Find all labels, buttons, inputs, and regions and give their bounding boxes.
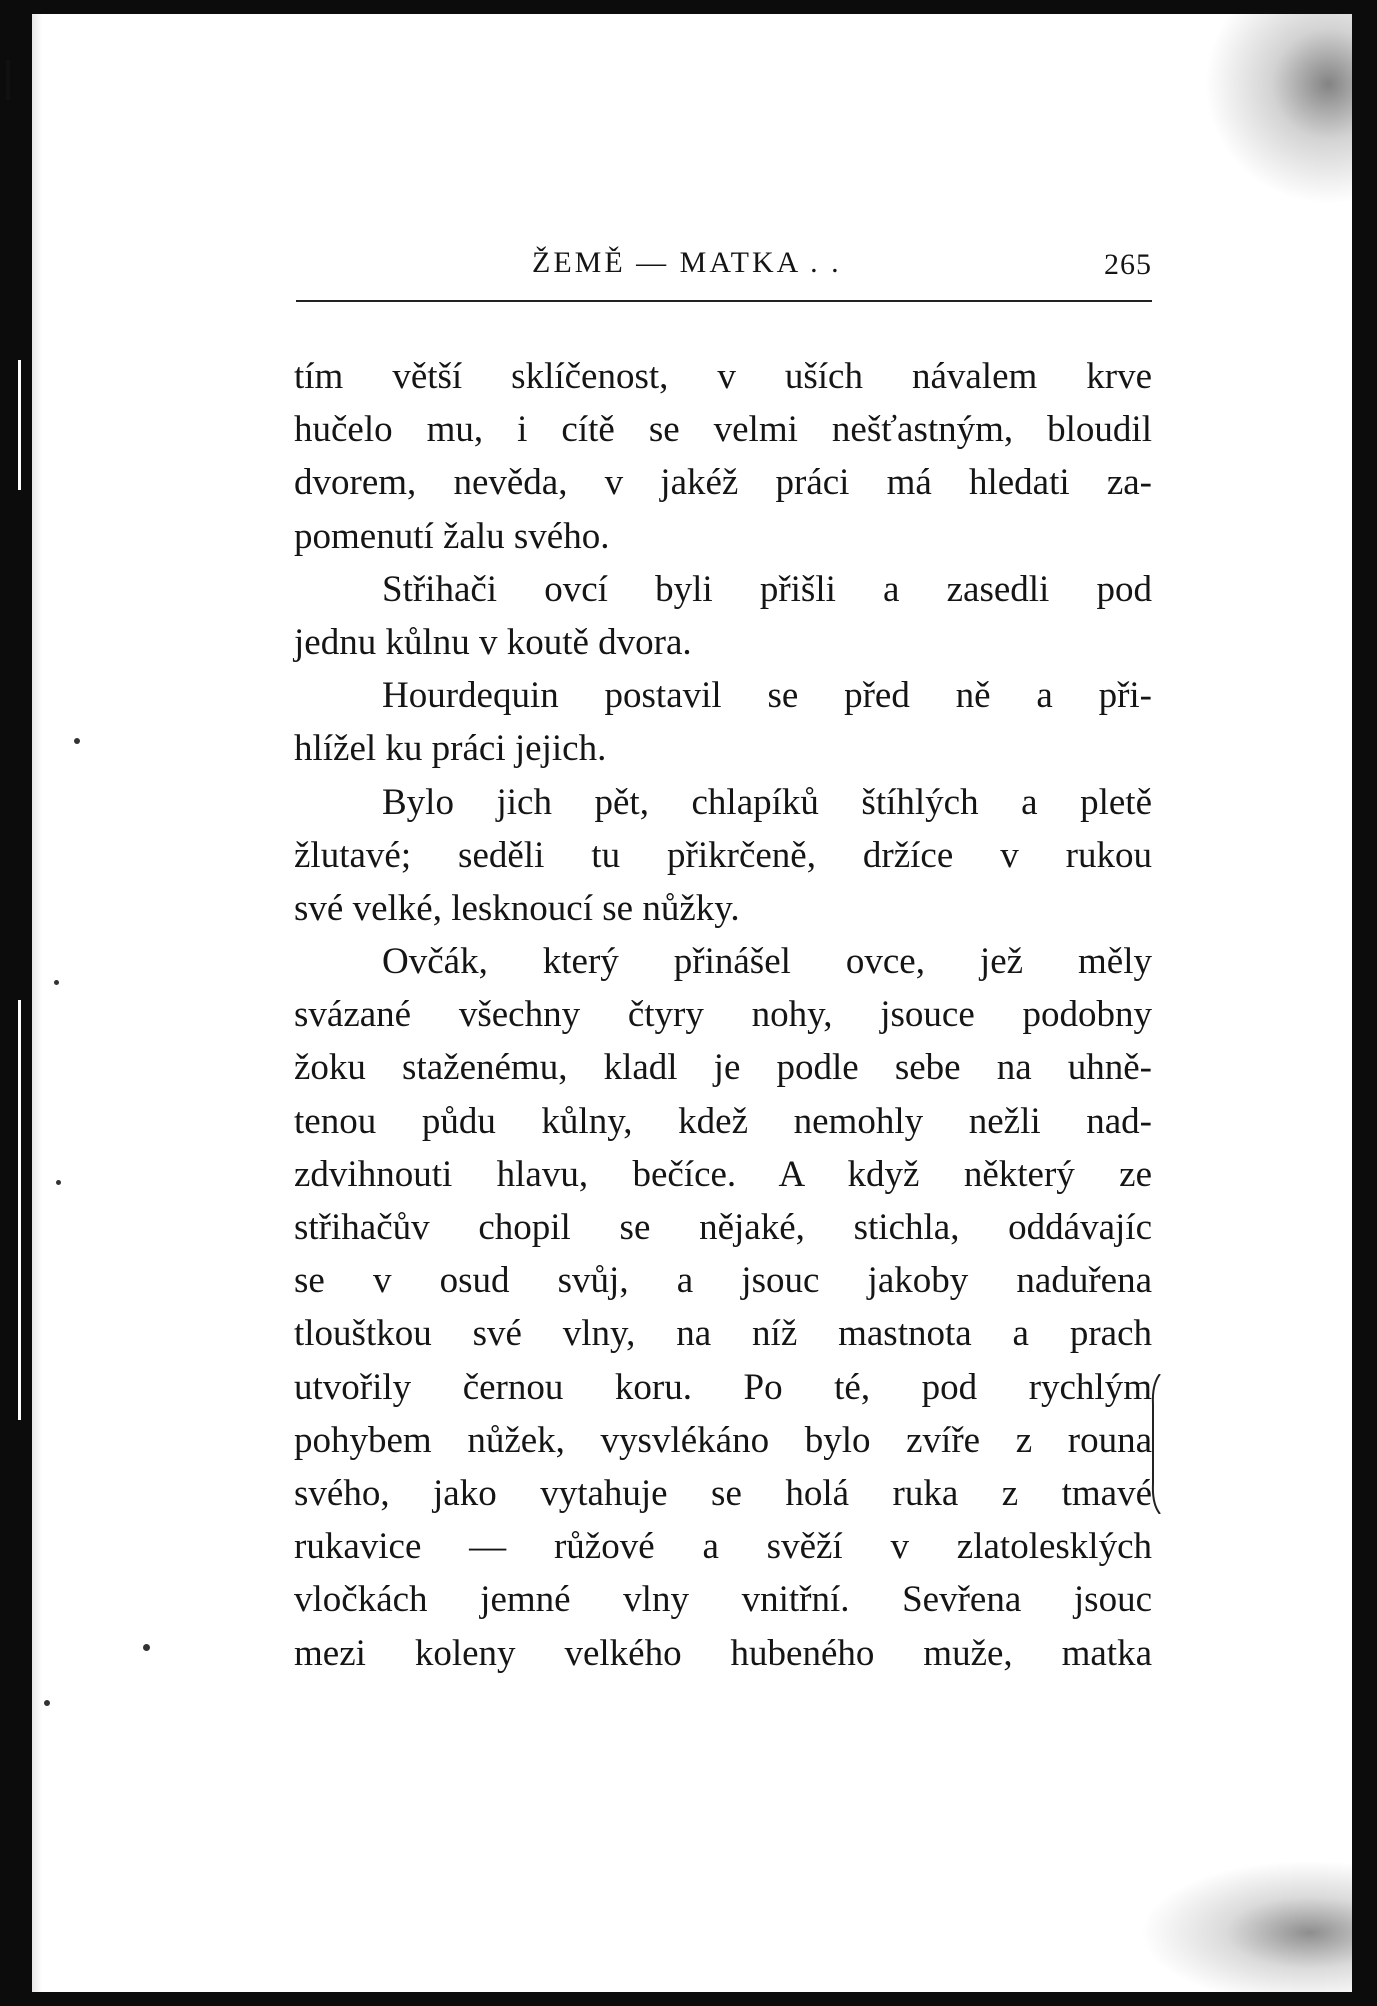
corner-smudge-bottom-right: [1140, 1860, 1352, 1992]
text-line: své velké, lesknoucí se nůžky.: [294, 887, 740, 929]
running-head-title: ŽEMĚ — MATKA . .: [532, 246, 842, 279]
page-edge-shadow: [32, 14, 42, 1992]
text-line: svázané všechny čtyry nohy, jsouce podobny: [294, 994, 1152, 1036]
text-line: pomenutí žalu svého.: [294, 515, 610, 557]
gutter-mark: [18, 360, 21, 490]
text-line: jednu kůlnu v koutě dvora.: [294, 621, 692, 663]
text-line: Střihači ovcí byli přišli a zasedli pod: [382, 568, 1152, 610]
corner-smudge-top-right: [1195, 14, 1352, 214]
speck: [44, 1700, 50, 1706]
speck: [143, 1644, 150, 1651]
text-line: Bylo jich pět, chlapíků štíhlých a pletě: [382, 781, 1152, 823]
text-line: střihačův chopil se nějaké, stichla, oddávajíc: [294, 1207, 1152, 1248]
body-text: [294, 350, 1152, 1680]
page-number: 265: [1104, 248, 1152, 281]
text-line: hlížel ku práci jejich.: [294, 728, 607, 770]
text-line: tlouštkou své vlny, na níž mastnota a prach: [294, 1313, 1152, 1355]
scan-border-left: [0, 0, 32, 2006]
speck: [56, 1180, 61, 1185]
scan-border-bottom: [0, 1992, 1377, 2006]
text-line: mezi koleny velkého hubeného muže, matka: [294, 1632, 1152, 1674]
speck: [74, 738, 80, 744]
text-line: rukavice — růžové a svěží v zlatolesklých: [294, 1526, 1152, 1568]
text-line: zdvihnouti hlavu, bečíce. A když některý ze: [294, 1153, 1152, 1195]
gutter-mark: [6, 60, 10, 100]
text-line: Ovčák, který přinášel ovce, jež měly: [382, 941, 1152, 983]
speck: [54, 980, 59, 985]
header-rule: [296, 300, 1152, 302]
text-line: Hourdequin postavil se před ně a při-: [382, 675, 1152, 717]
text-line: dvorem, nevěda, v jakéž práci má hledati za-: [294, 462, 1152, 504]
text-line: žlutavé; seděli tu přikrčeně, držíce v rukou: [294, 834, 1152, 876]
text-line: se v osud svůj, a jsouc jakoby naduřena: [294, 1260, 1152, 1302]
margin-bracket: [1150, 1374, 1162, 1514]
running-head: [296, 240, 1152, 286]
text-line: pohybem nůžek, vysvlékáno bylo zvíře z rouna: [294, 1419, 1152, 1461]
scan-border-top: [0, 0, 1377, 14]
text-line: vločkách jemné vlny vnitřní. Sevřena jsouc: [294, 1579, 1152, 1621]
text-line: hučelo mu, i cítě se velmi nešťastným, bloudil: [294, 409, 1152, 451]
text-line: tím větší sklíčenost, v uších návalem krve: [294, 356, 1152, 397]
text-line: tenou půdu kůlny, kdež nemohly nežli nad-: [294, 1100, 1152, 1142]
text-line: svého, jako vytahuje se holá ruka z tmavé: [294, 1472, 1152, 1514]
scan-border-right: [1352, 0, 1377, 2006]
text-line: žoku staženému, kladl je podle sebe na uhně-: [294, 1047, 1152, 1089]
text-line: utvořily černou koru. Po té, pod rychlým: [294, 1366, 1152, 1408]
gutter-mark: [18, 1000, 21, 1420]
